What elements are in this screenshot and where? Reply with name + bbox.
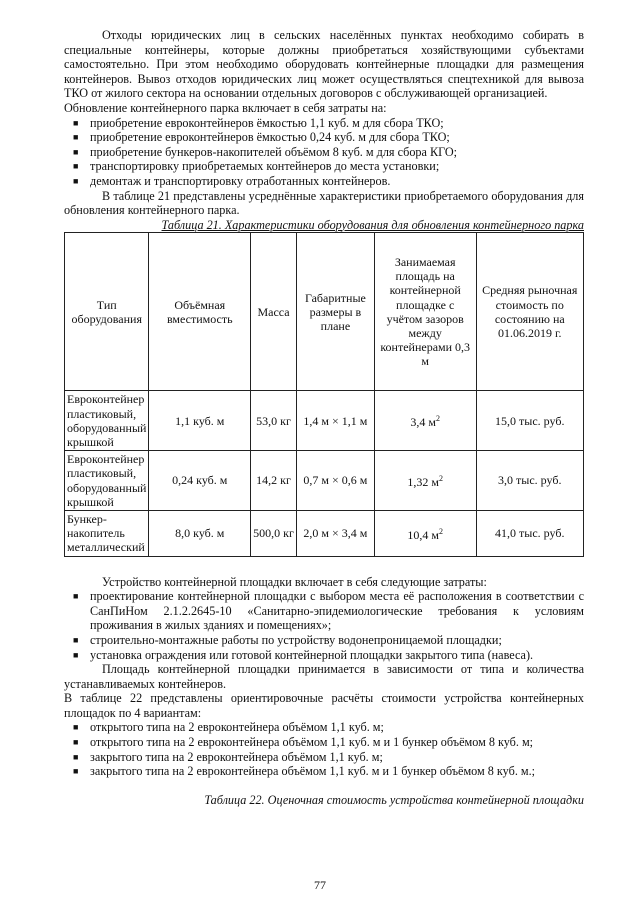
- header-cell: Занимаемая площадь на контейнерной площадке с учётом зазоров между контейнерами 0,3 м: [374, 233, 476, 391]
- table-cell: Евроконтейнер пластиковый, оборудованный крышкой: [65, 391, 149, 451]
- table-cell: 8,0 куб. м: [149, 510, 251, 556]
- site-list: [64, 589, 584, 662]
- table-cell: Евроконтейнер пластиковый, оборудованный крышкой: [65, 451, 149, 511]
- list-item: ■ установка ограждения или готовой контейнерной площадки закрытого типа (навеса).: [73, 647, 534, 662]
- site-area-paragraph: Площадь контейнерной площадки принимается в зависимости от типа и количества устанавливаемых контейнеров.: [64, 662, 584, 691]
- table-cell: 53,0 кг: [251, 391, 297, 451]
- header-cell: Тип оборудования: [65, 233, 149, 391]
- bullet-icon: ■: [73, 161, 79, 172]
- table-cell: 14,2 кг: [251, 451, 297, 511]
- table-cell: 41,0 тыс. руб.: [476, 510, 583, 556]
- bullet-icon: ■: [73, 649, 79, 660]
- list-item: ■ проектирование контейнерной площадки с выбором места её расположения в соответствии с СанПиНом 2.1.2.2645-10 «Санитарно-эпидемиологические требования к условиям проживания в жилых зданиях и помещениях»;: [73, 589, 584, 633]
- table-cell: 500,0 кг: [251, 510, 297, 556]
- list-item: ■ приобретение бункеров-накопителей объёмом 8 куб. м для сбора КГО;: [73, 144, 458, 159]
- table-cell: 10,4 $м^2$: [374, 510, 476, 556]
- table-cell: 0,7 м × 0,6 м: [296, 451, 374, 511]
- table-header-row: [65, 233, 584, 391]
- table-row: [65, 510, 584, 556]
- list-item: ■ закрытого типа на 2 евроконтейнера объёмом 1,1 куб. м и 1 бункер объёмом 8 куб. м.;: [73, 764, 536, 779]
- bullet-icon: ■: [73, 146, 79, 157]
- document-page: [64, 28, 584, 807]
- table-row: [65, 391, 584, 451]
- table-cell: 2,0 м × 3,4 м: [296, 510, 374, 556]
- intro-paragraph: Отходы юридических лиц в сельских населённых пунктах необходимо собирать в специальные контейнеры, которые должны приобретаться хозяйствующими субъектами самостоятельно. При этом необходимо оборудовать контейнерные площадки для размещения контейнеров. Вывоз отходов юридических лиц может осуществляться спецтехникой для вывоза ТКО от жилого сектора на основании отдельных договоров с обслуживающей организацией.: [64, 28, 584, 101]
- table-row: [65, 451, 584, 511]
- header-cell: Средняя рыночная стоимость по состоянию на 01.06.2019 г.: [476, 233, 583, 391]
- header-cell: Объёмная вместимость: [149, 233, 251, 391]
- table-cell: 3,0 тыс. руб.: [476, 451, 583, 511]
- table-cell: 0,24 куб. м: [149, 451, 251, 511]
- list-item: ■ приобретение евроконтейнеров ёмкостью 0,24 куб. м для сбора ТКО;: [73, 130, 450, 145]
- costs-intro: Обновление контейнерного парка включает в себя затраты на:: [64, 100, 387, 115]
- list-item: ■ открытого типа на 2 евроконтейнера объёмом 1,1 куб. м и 1 бункер объёмом 8 куб. м;: [73, 735, 534, 750]
- list-item: ■ демонтаж и транспортировку отработанных контейнеров.: [73, 173, 391, 188]
- list-item: ■ транспортировку приобретаемых контейнеров до места установки;: [73, 159, 440, 174]
- table-cell: 1,4 м × 1,1 м: [296, 391, 374, 451]
- list-item: ■ закрытого типа на 2 евроконтейнера объёмом 1,1 куб. м;: [73, 749, 383, 764]
- bullet-icon: ■: [73, 751, 79, 762]
- bullet-icon: ■: [73, 766, 79, 777]
- table21-intro: В таблице 21 представлены усреднённые характеристики приобретаемого оборудования для обновления контейнерного парка.: [64, 188, 584, 218]
- bullet-icon: ■: [73, 737, 79, 748]
- equipment-table: [64, 232, 584, 556]
- table-cell: 1,32 $м^2$: [374, 451, 476, 511]
- header-cell: Масса: [251, 233, 297, 391]
- bullet-icon: ■: [73, 591, 79, 602]
- table-cell: 1,1 куб. м: [149, 391, 251, 451]
- bullet-icon: ■: [73, 634, 79, 645]
- list-item: ■ приобретение евроконтейнеров ёмкостью 1,1 куб. м для сбора ТКО;: [73, 115, 444, 130]
- table22-intro: В таблице 22 представлены ориентировочные расчёты стоимости устройства контейнерных площадок по 4 вариантам:: [64, 691, 584, 720]
- table-cell: 3,4 $м^2$: [374, 391, 476, 451]
- list-item: ■ открытого типа на 2 евроконтейнера объёмом 1,1 куб. м;: [73, 720, 384, 735]
- table21-caption: Таблица 21. Характеристики оборудования для обновления контейнерного парка: [161, 217, 584, 232]
- table-cell: Бункер-накопитель металлический: [65, 510, 149, 556]
- site-intro: Устройство контейнерной площадки включает в себя следующие затраты:: [102, 574, 487, 589]
- variants-list: [64, 720, 584, 778]
- list-item: ■ строительно-монтажные работы по устройству водонепроницаемой площадки;: [73, 632, 502, 647]
- header-cell: Габаритные размеры в плане: [296, 233, 374, 391]
- table22-caption: Таблица 22. Оценочная стоимость устройства контейнерной площадки: [204, 792, 584, 807]
- bullet-icon: ■: [73, 722, 79, 733]
- bullet-icon: ■: [73, 132, 79, 143]
- table-cell: 15,0 тыс. руб.: [476, 391, 583, 451]
- page-number: 77: [314, 878, 326, 892]
- bullet-icon: ■: [73, 117, 79, 128]
- bullet-icon: ■: [73, 175, 79, 186]
- costs-list: [64, 116, 584, 189]
